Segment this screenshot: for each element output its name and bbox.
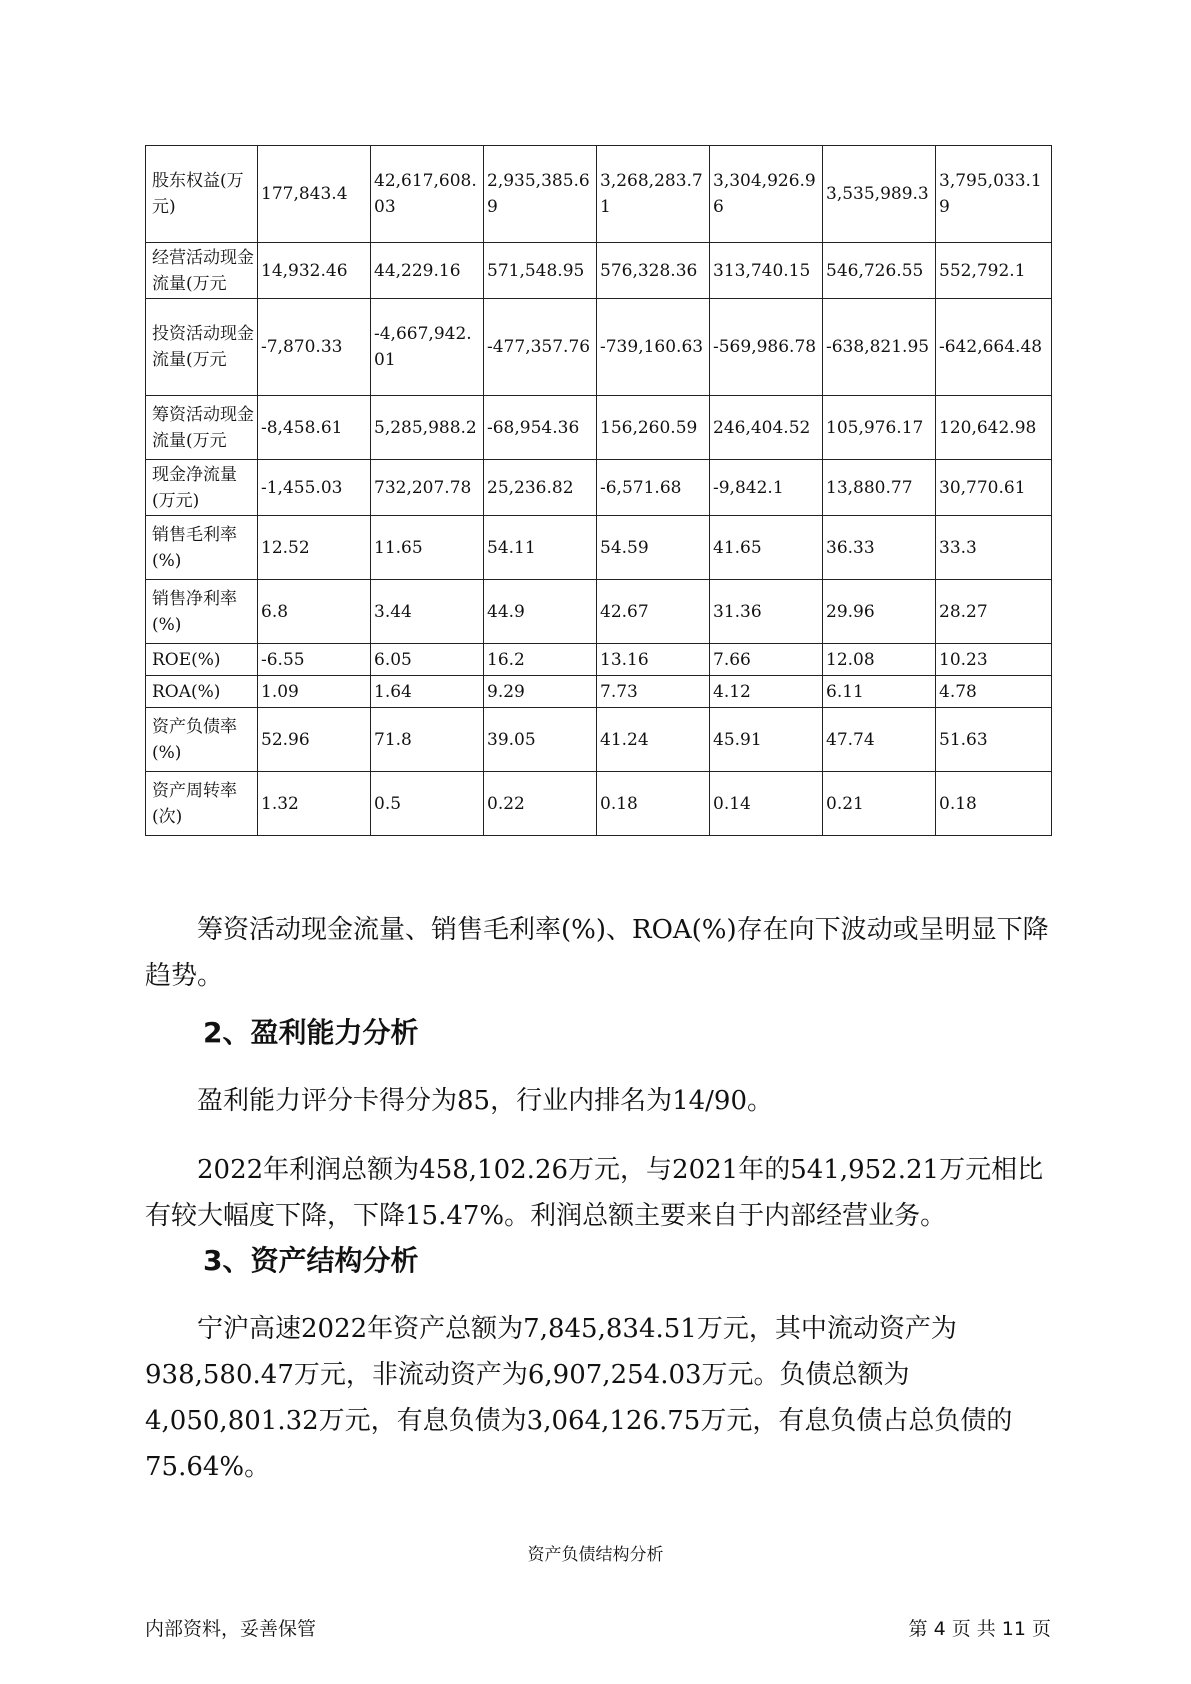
table-cell: 246,404.52: [710, 396, 823, 460]
assets-paragraph: 宁沪高速2022年资产总额为7,845,834.51万元，其中流动资产为938,580.47万元，非流动资产为6,907,254.03万元。负债总额为4,050,801.32万元，有息负债为3,064,126.75万元，有息负债占总负债的75.64%。: [145, 1314, 1013, 1482]
table-cell: 45.91: [710, 708, 823, 772]
row-label: 资产周转率(次): [146, 772, 258, 836]
table-cell: 120,642.98: [936, 396, 1052, 460]
row-label: 资产负债率(%): [146, 708, 258, 772]
table-cell: -4,667,942.01: [371, 299, 484, 396]
table-cell: 1.09: [258, 676, 371, 708]
row-label: 销售净利率(%): [146, 580, 258, 644]
table-cell: 105,976.17: [823, 396, 936, 460]
financial-indicators-table: [145, 145, 1052, 836]
footer-confidential-note: 内部资料，妥善保管: [145, 1618, 317, 1640]
table-cell: 7.73: [597, 676, 710, 708]
table-cell: 41.24: [597, 708, 710, 772]
table-cell: -642,664.48: [936, 299, 1052, 396]
table-cell: 42.67: [597, 580, 710, 644]
table-row: [146, 644, 1052, 676]
table-cell: -1,455.03: [258, 460, 371, 516]
table-cell: 12.52: [258, 516, 371, 580]
table-cell: 33.3: [936, 516, 1052, 580]
table-cell: 2,935,385.69: [484, 146, 597, 243]
row-label: 销售毛利率(%): [146, 516, 258, 580]
table-row: [146, 516, 1052, 580]
table-cell: 14,932.46: [258, 243, 371, 299]
table-row: [146, 396, 1052, 460]
profit-paragraph: 2022年利润总额为458,102.26万元，与2021年的541,952.21万元相比有较大幅度下降，下降15.47%。利润总额主要来自于内部经营业务。: [145, 1155, 1044, 1231]
table-cell: 47.74: [823, 708, 936, 772]
table-cell: 44,229.16: [371, 243, 484, 299]
table-cell: 156,260.59: [597, 396, 710, 460]
table-cell: 54.59: [597, 516, 710, 580]
table-cell: 41.65: [710, 516, 823, 580]
table-cell: -6.55: [258, 644, 371, 676]
table-cell: 0.21: [823, 772, 936, 836]
table-cell: 3,304,926.96: [710, 146, 823, 243]
table-cell: 0.18: [597, 772, 710, 836]
table-row: [146, 580, 1052, 644]
table-cell: 5,285,988.2: [371, 396, 484, 460]
chart-caption: 资产负债结构分析: [527, 1545, 664, 1565]
table-cell: 11.65: [371, 516, 484, 580]
table-cell: -477,357.76: [484, 299, 597, 396]
table-row: [146, 243, 1052, 299]
table-cell: 25,236.82: [484, 460, 597, 516]
table-cell: 7.66: [710, 644, 823, 676]
table-row: [146, 772, 1052, 836]
table-cell: -569,986.78: [710, 299, 823, 396]
table-cell: 3,535,989.3: [823, 146, 936, 243]
table-cell: -739,160.63: [597, 299, 710, 396]
trend-paragraph: 筹资活动现金流量、销售毛利率(%)、ROA(%)存在向下波动或呈明显下降趋势。: [145, 915, 1049, 991]
table-cell: 313,740.15: [710, 243, 823, 299]
table-row: [146, 676, 1052, 708]
table-cell: 13,880.77: [823, 460, 936, 516]
section-heading-profitability: 2、盈利能力分析: [203, 1016, 419, 1049]
table-cell: 42,617,608.03: [371, 146, 484, 243]
row-label: ROA(%): [146, 676, 258, 708]
table-cell: 6.8: [258, 580, 371, 644]
table-cell: 29.96: [823, 580, 936, 644]
table-cell: 546,726.55: [823, 243, 936, 299]
table-cell: 13.16: [597, 644, 710, 676]
table-row: [146, 708, 1052, 772]
table-cell: 36.33: [823, 516, 936, 580]
table-cell: 0.18: [936, 772, 1052, 836]
table-cell: -638,821.95: [823, 299, 936, 396]
table-cell: 9.29: [484, 676, 597, 708]
table-cell: 16.2: [484, 644, 597, 676]
table-cell: 177,843.4: [258, 146, 371, 243]
table-cell: 51.63: [936, 708, 1052, 772]
table-cell: 3,268,283.71: [597, 146, 710, 243]
table-cell: 3,795,033.19: [936, 146, 1052, 243]
row-label: 投资活动现金流量(万元: [146, 299, 258, 396]
table-cell: 10.23: [936, 644, 1052, 676]
table-cell: 4.78: [936, 676, 1052, 708]
table-row: [146, 460, 1052, 516]
row-label: 现金净流量(万元): [146, 460, 258, 516]
table-cell: 30,770.61: [936, 460, 1052, 516]
table-cell: 571,548.95: [484, 243, 597, 299]
table-row: [146, 146, 1052, 243]
row-label: 经营活动现金流量(万元: [146, 243, 258, 299]
table-cell: 44.9: [484, 580, 597, 644]
table-cell: 54.11: [484, 516, 597, 580]
table-cell: 71.8: [371, 708, 484, 772]
table-cell: 39.05: [484, 708, 597, 772]
table-cell: 1.32: [258, 772, 371, 836]
table-cell: 6.11: [823, 676, 936, 708]
table-cell: 732,207.78: [371, 460, 484, 516]
table-cell: -6,571.68: [597, 460, 710, 516]
row-label: 筹资活动现金流量(万元: [146, 396, 258, 460]
table-cell: 0.5: [371, 772, 484, 836]
table-cell: 4.12: [710, 676, 823, 708]
section-heading-asset-structure: 3、资产结构分析: [203, 1244, 419, 1277]
table-cell: 28.27: [936, 580, 1052, 644]
table-cell: 576,328.36: [597, 243, 710, 299]
table-row: [146, 299, 1052, 396]
row-label: ROE(%): [146, 644, 258, 676]
table-cell: 552,792.1: [936, 243, 1052, 299]
table-cell: 31.36: [710, 580, 823, 644]
table-cell: 0.22: [484, 772, 597, 836]
table-cell: -9,842.1: [710, 460, 823, 516]
table-cell: 3.44: [371, 580, 484, 644]
table-cell: -7,870.33: [258, 299, 371, 396]
table-cell: 6.05: [371, 644, 484, 676]
table-cell: -68,954.36: [484, 396, 597, 460]
table-cell: 1.64: [371, 676, 484, 708]
table-cell: 52.96: [258, 708, 371, 772]
score-paragraph: 盈利能力评分卡得分为85，行业内排名为14/90。: [197, 1086, 774, 1116]
table-cell: 12.08: [823, 644, 936, 676]
table-cell: -8,458.61: [258, 396, 371, 460]
footer-page-number: 第 4 页 共 11 页: [908, 1618, 1051, 1640]
row-label: 股东权益(万元): [146, 146, 258, 243]
table-cell: 0.14: [710, 772, 823, 836]
